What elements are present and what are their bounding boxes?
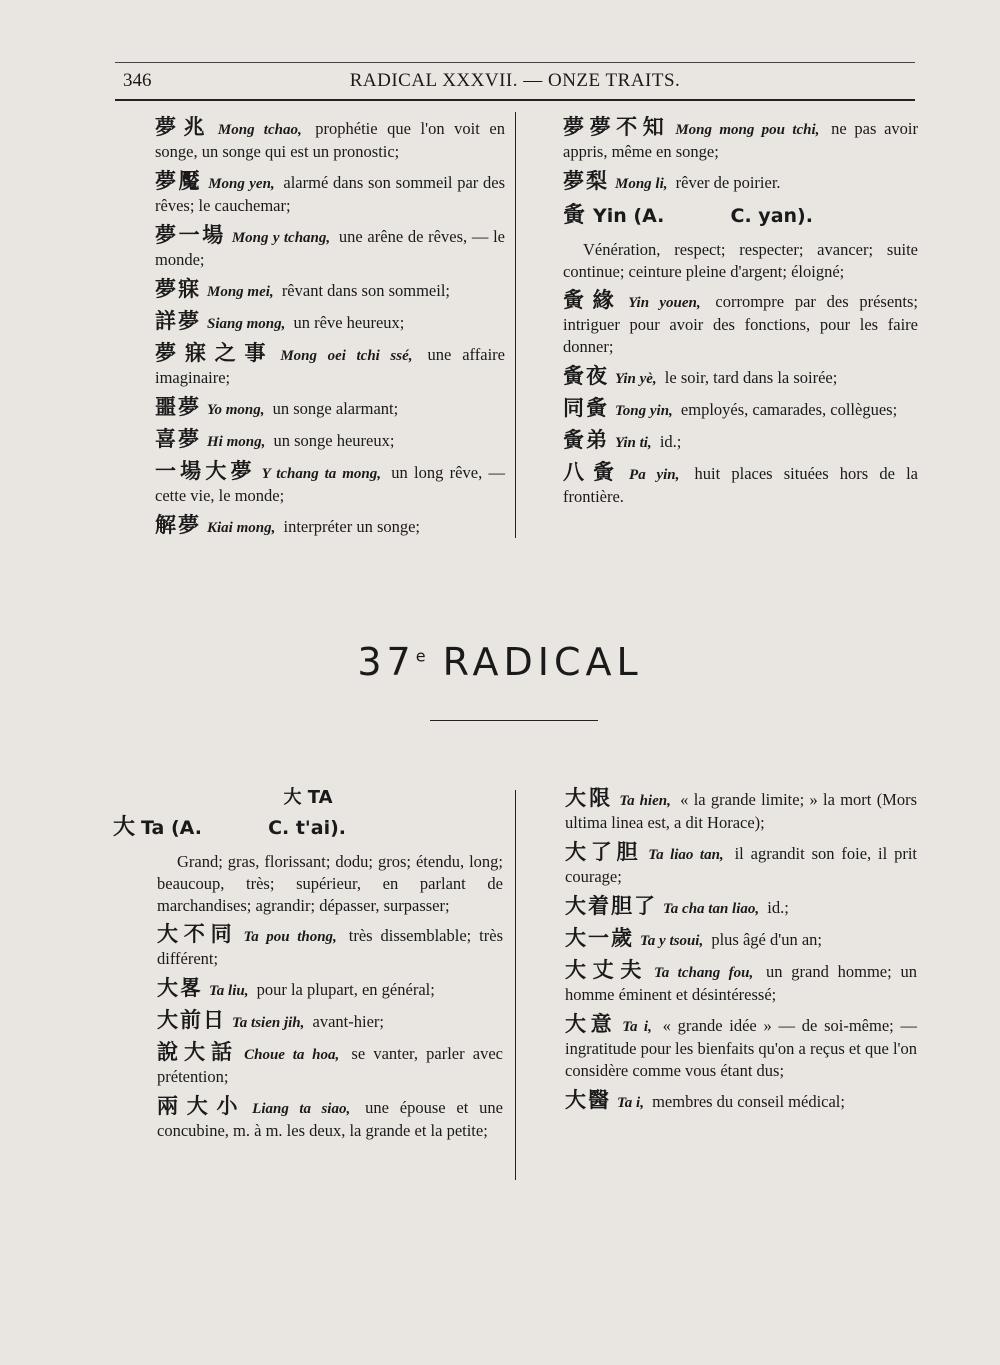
entry-romanization: Hi mong, bbox=[207, 434, 266, 450]
entry-definition: id.; bbox=[655, 432, 682, 451]
entry-chinese: 大限 bbox=[565, 786, 614, 810]
entry-definition: se vanter, parler avec prétention; bbox=[157, 1044, 504, 1086]
dictionary-entry bbox=[565, 787, 917, 834]
section-number-suffix: e bbox=[415, 646, 426, 666]
entry-definition: rêver de poirier. bbox=[671, 173, 781, 192]
entry-list bbox=[565, 787, 917, 1114]
dictionary-entry bbox=[563, 289, 918, 358]
entry-definition: le soir, tard dans la soirée; bbox=[660, 368, 838, 387]
right-column-bottom bbox=[565, 787, 917, 1121]
entry-definition: il agrandit son foie, il prit courage; bbox=[565, 844, 917, 886]
entry-chinese: 夢魘 bbox=[155, 169, 203, 193]
entry-definition: un long rêve, — cette vie, le monde; bbox=[155, 463, 505, 505]
entry-chinese: 大前日 bbox=[157, 1008, 226, 1032]
dictionary-entry bbox=[155, 116, 505, 163]
entry-definition: ne pas avoir appris, même en songe; bbox=[563, 119, 918, 161]
dictionary-entry bbox=[157, 977, 503, 1002]
dictionary-entry bbox=[155, 342, 505, 389]
left-column-top bbox=[155, 116, 505, 546]
entry-list bbox=[563, 116, 918, 195]
entry-romanization: Mong mong pou tchi, bbox=[675, 122, 820, 138]
entry-definition: membres du conseil médical; bbox=[647, 1092, 845, 1111]
dictionary-entry bbox=[563, 397, 918, 422]
entry-chinese: 大畧 bbox=[157, 976, 203, 1000]
dictionary-entry bbox=[563, 365, 918, 390]
entry-chinese: 一場大夢 bbox=[155, 459, 256, 483]
entry-romanization: Ta hien, bbox=[619, 793, 671, 809]
radical-subheading: 大 TA bbox=[283, 787, 333, 808]
definition: Vénération, respect; respecter; avancer; suite continue; ceinture pleine d'argent; éloigné; bbox=[563, 240, 918, 281]
entry-romanization: Mong li, bbox=[615, 176, 668, 192]
dictionary-entry bbox=[565, 1089, 917, 1114]
entry-definition: un rêve heureux; bbox=[289, 313, 405, 332]
dictionary-entry bbox=[565, 895, 917, 920]
entry-chinese: 夢寐之事 bbox=[155, 341, 275, 365]
entry-list bbox=[563, 289, 918, 508]
entry-chinese: 解夢 bbox=[155, 513, 201, 537]
entry-chinese: 夢夢不知 bbox=[563, 115, 670, 139]
dictionary-entry bbox=[565, 959, 917, 1006]
entry-definition: « la grande limite; » la mort (Mors ultima linea est, a dit Horace); bbox=[565, 790, 918, 832]
dictionary-entry bbox=[563, 116, 918, 163]
entry-chinese: 大醫 bbox=[565, 1088, 611, 1112]
entry-chinese: 夢寐 bbox=[155, 277, 201, 301]
dictionary-entry bbox=[563, 429, 918, 454]
section-title bbox=[0, 640, 1000, 684]
head-romanization: Yin (A. C. yan). bbox=[593, 205, 813, 227]
entry-chinese: 夢梨 bbox=[563, 169, 609, 193]
entry-romanization: Ta liu, bbox=[209, 983, 249, 999]
dictionary-entry bbox=[155, 224, 505, 271]
entry-definition: un songe heureux; bbox=[269, 431, 395, 450]
entry-definition: pour la plupart, en général; bbox=[252, 980, 435, 999]
dictionary-entry bbox=[157, 1009, 503, 1034]
entry-romanization: Siang mong, bbox=[207, 316, 286, 332]
entry-romanization: Yin ti, bbox=[615, 435, 652, 451]
entry-chinese: 夤夜 bbox=[563, 364, 609, 388]
section-rule bbox=[430, 720, 598, 721]
entry-list bbox=[113, 923, 503, 1142]
entry-romanization: Mong oei tchi ssé, bbox=[280, 348, 413, 364]
entry-chinese: 夤弟 bbox=[563, 428, 609, 452]
dictionary-entry bbox=[155, 514, 505, 539]
entry-romanization: Pa yin, bbox=[629, 467, 680, 483]
entry-romanization: Ta tsien jih, bbox=[232, 1015, 305, 1031]
dictionary-entry bbox=[157, 1095, 503, 1142]
entry-romanization: Mong mei, bbox=[207, 284, 274, 300]
entry-definition: une arêne de rêves, — le monde; bbox=[155, 227, 505, 269]
dictionary-entry bbox=[155, 278, 505, 303]
entry-definition: prophétie que l'on voit en songe, un songe qui est un pronostic; bbox=[155, 119, 505, 161]
entry-romanization: Tong yin, bbox=[615, 403, 673, 419]
entry-definition: « grande idée » — de soi-même; — ingratitude pour les bienfaits qu'on a reçus et que l'on considère comme vous étant dus; bbox=[565, 1016, 918, 1080]
head-romanization: Ta (A. C. t'ai). bbox=[141, 817, 346, 839]
entry-definition: rêvant dans son sommeil; bbox=[277, 281, 450, 300]
entry-chinese: 同夤 bbox=[563, 396, 609, 420]
entry-chinese: 兩大小 bbox=[157, 1094, 247, 1118]
page-number: 346 bbox=[123, 70, 152, 91]
dictionary-entry bbox=[155, 460, 505, 507]
entry-definition: corrompre par des présents; intriguer pour avoir des fonctions, pour les faire donner; bbox=[563, 292, 918, 356]
entry-definition: employés, camarades, collègues; bbox=[676, 400, 898, 419]
entry-chinese: 詳夢 bbox=[155, 309, 201, 333]
head-character: 大 bbox=[113, 815, 136, 840]
entry-list bbox=[155, 116, 505, 539]
definition: Grand; gras, florissant; dodu; gros; étendu, long; beaucoup, très; supérieur, en parlant de marchandises; agrandir; dépasser, surpasser; bbox=[157, 852, 503, 915]
entry-definition: un songe alarmant; bbox=[268, 399, 399, 418]
entry-definition: huit places situées hors de la frontière. bbox=[563, 464, 918, 506]
entry-romanization: Ta pou thong, bbox=[243, 929, 337, 945]
dictionary-entry bbox=[563, 461, 918, 508]
entry-chinese: 喜夢 bbox=[155, 427, 201, 451]
dictionary-entry bbox=[565, 927, 917, 952]
entry-romanization: Ta tchang fou, bbox=[653, 965, 754, 981]
head-entry bbox=[113, 817, 503, 839]
head-character: 夤 bbox=[563, 203, 586, 228]
entry-chinese: 八夤 bbox=[563, 460, 624, 484]
entry-romanization: Y tchang ta mong, bbox=[261, 466, 381, 482]
dictionary-entry bbox=[155, 428, 505, 453]
entry-romanization: Ta cha tan liao, bbox=[663, 901, 760, 917]
right-column-top bbox=[563, 116, 918, 515]
dictionary-entry bbox=[155, 396, 505, 421]
entry-chinese: 說大話 bbox=[157, 1040, 239, 1064]
left-column-bottom bbox=[113, 787, 503, 1149]
entry-definition: plus âgé d'un an; bbox=[707, 930, 823, 949]
entry-chinese: 大不同 bbox=[157, 922, 238, 946]
entry-definition: un grand homme; un homme éminent et désintéressé; bbox=[565, 962, 917, 1004]
entry-romanization: Yin youen, bbox=[628, 295, 701, 311]
page-header bbox=[115, 62, 915, 101]
entry-definition: alarmé dans son sommeil par des rêves; le cauchemar; bbox=[155, 173, 506, 215]
running-title: RADICAL XXXVII. — ONZE TRAITS. bbox=[349, 70, 681, 91]
entry-romanization: Choue ta hoa, bbox=[244, 1047, 340, 1063]
section-number: 37 bbox=[357, 640, 416, 684]
entry-romanization: Yin yè, bbox=[615, 371, 657, 387]
entry-romanization: Ta y tsoui, bbox=[640, 933, 704, 949]
entry-chinese: 噩夢 bbox=[155, 395, 201, 419]
dictionary-entry bbox=[563, 170, 918, 195]
entry-definition: interpréter un songe; bbox=[279, 517, 421, 536]
entry-romanization: Ta i, bbox=[617, 1095, 644, 1111]
entry-romanization: Ta i, bbox=[622, 1019, 652, 1035]
column-divider bbox=[515, 112, 516, 538]
dictionary-entry bbox=[157, 923, 503, 970]
entry-romanization: Ta liao tan, bbox=[648, 847, 724, 863]
dictionary-entry bbox=[155, 310, 505, 335]
entry-definition: très dissemblable; très différent; bbox=[157, 926, 503, 968]
dictionary-entry bbox=[565, 841, 917, 888]
entry-chinese: 大一歲 bbox=[565, 926, 634, 950]
entry-romanization: Yo mong, bbox=[207, 402, 265, 418]
entry-chinese: 夤緣 bbox=[563, 288, 623, 312]
entry-chinese: 大丈夫 bbox=[565, 958, 648, 982]
entry-definition: avant-hier; bbox=[308, 1012, 384, 1031]
column-divider bbox=[515, 790, 516, 1180]
entry-chinese: 大着胆了 bbox=[565, 894, 657, 918]
entry-chinese: 大意 bbox=[565, 1012, 617, 1036]
entry-chinese: 夢一場 bbox=[155, 223, 226, 247]
section-title-text: RADICAL bbox=[442, 640, 643, 684]
entry-chinese: 夢兆 bbox=[155, 115, 212, 139]
entry-romanization: Liang ta siao, bbox=[252, 1101, 351, 1117]
entry-chinese: 大了胆 bbox=[565, 840, 643, 864]
entry-romanization: Mong y tchang, bbox=[231, 230, 331, 246]
dictionary-entry bbox=[157, 1041, 503, 1088]
dictionary-entry bbox=[155, 170, 505, 217]
entry-romanization: Mong yen, bbox=[208, 176, 275, 192]
entry-definition: id.; bbox=[763, 898, 789, 917]
head-entry bbox=[563, 205, 918, 227]
entry-romanization: Mong tchao, bbox=[217, 122, 302, 138]
entry-definition: une épouse et une concubine, m. à m. les deux, la grande et la petite; bbox=[157, 1098, 503, 1140]
entry-definition: une affaire imaginaire; bbox=[155, 345, 505, 387]
entry-romanization: Kiai mong, bbox=[207, 520, 276, 536]
dictionary-entry bbox=[565, 1013, 917, 1082]
